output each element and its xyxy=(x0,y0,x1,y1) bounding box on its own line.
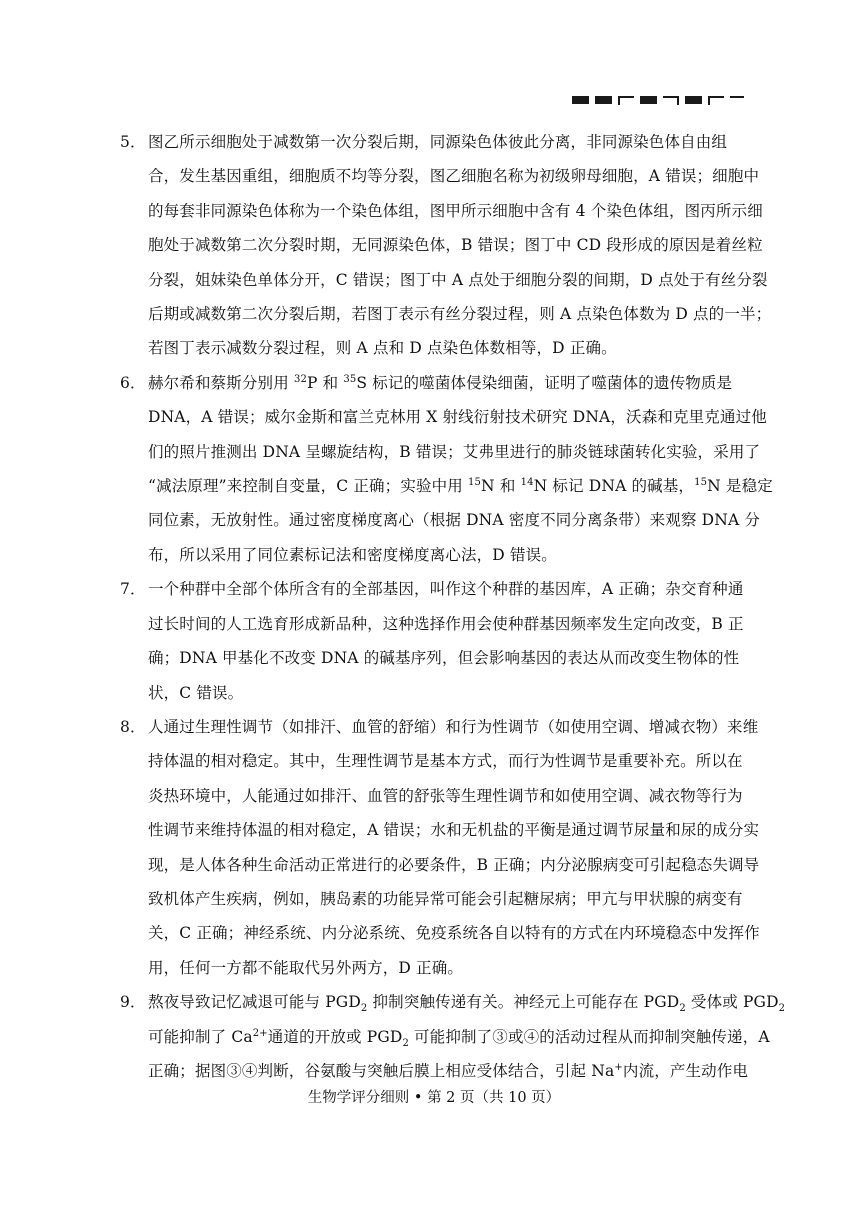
header-mark-corner-tr xyxy=(663,96,679,105)
page-footer: 生物学评分细则 • 第 2 页（共 10 页） xyxy=(307,1090,561,1106)
item-line: “减法原理”来控制自变量，C 正确；实验中用 $^{15}$N 和 $^{14}$N 标记 DNA 的碱基，$^{15}$N 是稳定 xyxy=(148,476,773,496)
item-line: 分裂，姐妹染色单体分开，C 错误；图丁中 A 点处于细胞分裂的间期，D 点处于有丝分裂 xyxy=(148,270,768,289)
answer-item xyxy=(120,366,773,572)
item-line: 致机体产生疾病，例如，胰岛素的功能异常可能会引起糖尿病；甲亢与甲状腺的病变有 xyxy=(148,889,743,908)
item-line: DNA，A 错误；威尔金斯和富兰克林用 X 射线衍射技术研究 DNA，沃森和克里克通过他 xyxy=(148,408,767,427)
header-mark-line xyxy=(730,96,744,98)
item-line: 可能抑制了 $Ca^{2+}$通道的开放或 $PGD_2$ 可能抑制了③或④的活动过程从而抑制突触传递，A xyxy=(148,1027,770,1049)
item-number: 7． xyxy=(120,580,146,599)
item-line: 持体温的相对稳定。其中，生理性调节是基本方式，而行为性调节是重要补充。所以在 xyxy=(148,752,743,771)
item-line: 炎热环境中，人能通过如排汗、血管的舒张等生理性调节和如使用空调、减衣物等行为 xyxy=(148,786,743,805)
item-line: 确；DNA 甲基化不改变 DNA 的碱基序列，但会影响基因的表达从而改变生物体的性 xyxy=(148,649,740,668)
item-line: 关，C 正确；神经系统、内分泌系统、免疫系统各自以特有的方式在内环境稳态中发挥作 xyxy=(148,924,760,943)
item-line: 现，是人体各种生命活动正常进行的必要条件，B 正确；内分泌腺病变可引起稳态失调导 xyxy=(148,855,760,874)
item-line: 熬夜导致记忆减退可能与 $PGD_2$ 抑制突触传递有关。神经元上可能存在 $PGD_2$ 受体或 $PGD_2$ xyxy=(148,993,786,1015)
header-marks xyxy=(572,96,744,105)
item-line: 过长时间的人工选育形成新品种，这种选择作用会使种群基因频率发生定向改变，B 正 xyxy=(148,614,744,633)
answer-item xyxy=(120,710,760,985)
item-number: 8． xyxy=(120,717,146,736)
header-mark-corner-tl xyxy=(708,96,724,105)
item-line: 后期或减数第二次分裂后期，若图丁表示有丝分裂过程，则 A 点染色体数为 D 点的一半； xyxy=(148,305,772,324)
header-mark-solid xyxy=(572,96,589,104)
item-line: 人通过生理性调节（如排汗、血管的舒缩）和行为性调节（如使用空调、增减衣物）来维 xyxy=(148,717,759,736)
item-line: 用，任何一方都不能取代另外两方，D 正确。 xyxy=(148,958,464,977)
item-line: 们的照片推测出 DNA 呈螺旋结构，B 错误；艾弗里进行的肺炎链球菌转化实验，采用了 xyxy=(148,442,761,461)
header-mark-solid xyxy=(685,96,702,104)
answer-item xyxy=(120,125,772,366)
item-line: 的每套非同源染色体称为一个染色体组，图甲所示细胞中含有 4 个染色体组，图丙所示细 xyxy=(148,201,763,220)
header-mark-solid xyxy=(595,96,612,104)
item-number: 5． xyxy=(120,133,146,151)
item-line: 同位素，无放射性。通过密度梯度离心（根据 DNA 密度不同分离条带）来观察 DNA 分 xyxy=(148,511,761,530)
item-line: 正确；据图③④判断，谷氨酸与突触后膜上相应受体结合，引起 Na+内流，产生动作电 xyxy=(148,1061,749,1080)
answer-item xyxy=(120,572,745,710)
item-line: 状，C 错误。 xyxy=(148,683,244,702)
item-number: 6． xyxy=(120,373,146,392)
item-line: 胞处于减数第二次分裂时期，无同源染色体，B 错误；图丁中 CD 段形成的原因是着丝粒 xyxy=(148,236,763,255)
item-line: 性调节来维持体温的相对稳定，A 错误；水和无机盐的平衡是通过调节尿量和尿的成分实 xyxy=(148,821,760,840)
item-line: 布，所以采用了同位素标记法和密度梯度离心法，D 错误。 xyxy=(148,545,557,564)
item-line: 合，发生基因重组，细胞质不均等分裂，图乙细胞名称为初级卵母细胞，A 错误；细胞中 xyxy=(148,167,760,186)
item-line: 图乙所示细胞处于减数第一次分裂后期，同源染色体彼此分离，非同源染色体自由组 xyxy=(148,133,728,151)
answer-item xyxy=(120,985,786,1088)
header-mark-solid xyxy=(640,96,657,104)
item-number: 9． xyxy=(120,993,146,1012)
item-line: 一个种群中全部个体所含有的全部基因，叫作这个种群的基因库，A 正确；杂交育种通 xyxy=(148,580,744,599)
answer-content xyxy=(120,125,786,1088)
header-mark-corner-tl xyxy=(618,96,634,105)
item-line: 赫尔希和蔡斯分别用 $^{32}$P 和 $^{35}$S 标记的噬菌体侵染细菌，证明了噬菌体的遗传物质是 xyxy=(148,373,733,392)
item-line: 若图丁表示减数分裂过程，则 A 点和 D 点染色体数相等，D 正确。 xyxy=(148,339,617,358)
